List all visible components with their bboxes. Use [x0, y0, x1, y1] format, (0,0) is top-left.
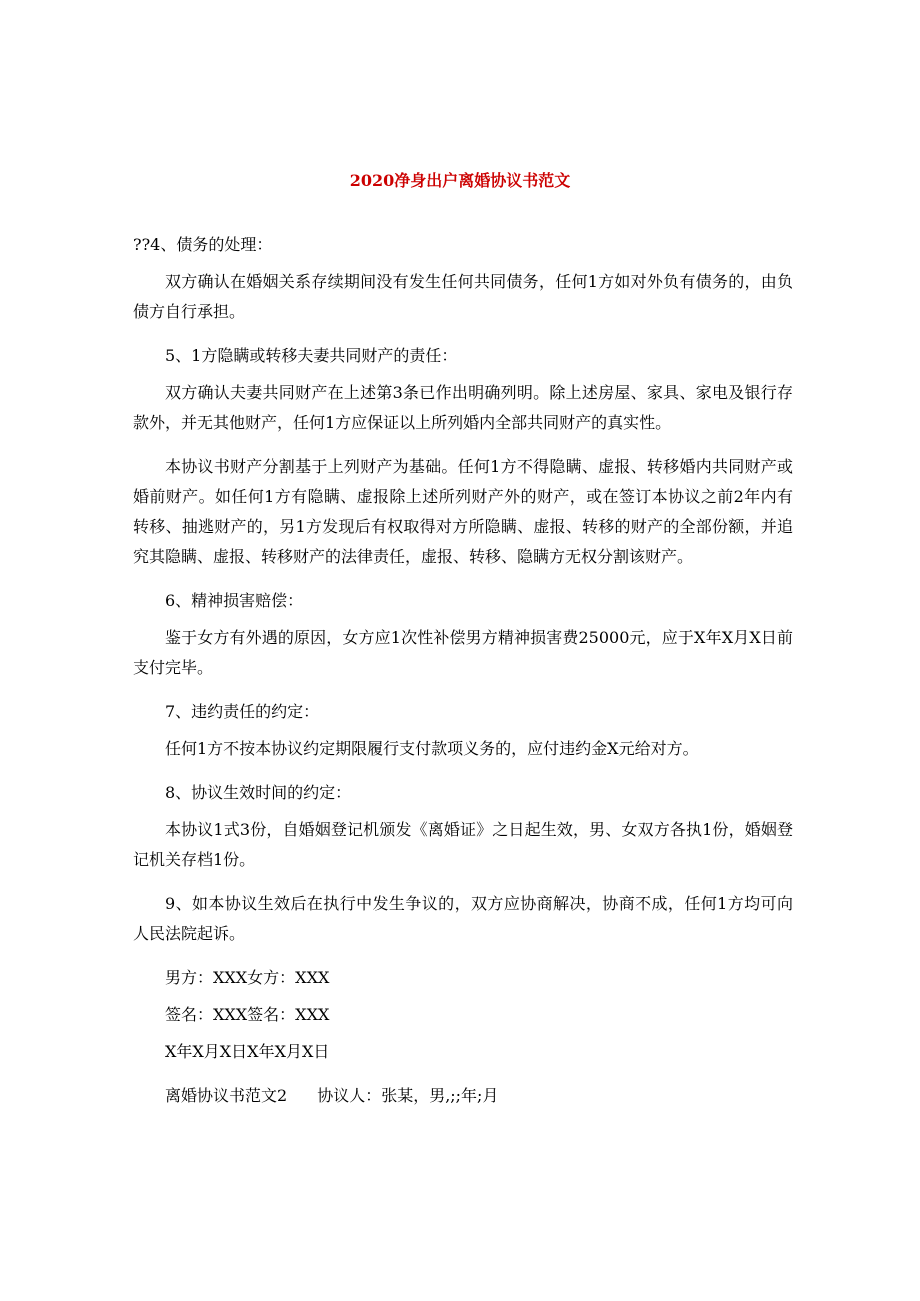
date-line: X年X月X日X年X月X日: [165, 1042, 330, 1061]
paragraph-damages-content: 鉴于女方有外遇的原因，女方应1次性补偿男方精神损害费25000元，应于X年X月X日前支付完毕。: [133, 628, 793, 677]
next-sample-parties: 协议人：张某，男,;;年;月: [317, 1086, 499, 1105]
paragraph-concealment-content-2: 本协议书财产分割基于上列财产为基础。任何1方不得隐瞒、虚报、转移婚内共同财产或婚前财产。如任何1方有隐瞒、虚报除上述所列财产外的财产，或在签订本协议之前2年内有转移、抽逃财产的，另1方发现后有权取得对方所隐瞒、虚报、转移的财产的全部份额，并追究其隐瞒、虚报、转移财产的法律责任，虚报、转移、隐瞒方无权分割该财产。: [133, 457, 793, 566]
paragraph-concealment-heading: 5、1方隐瞒或转移夫妻共同财产的责任：: [165, 346, 458, 365]
paragraph-effective-content: 本协议1式3份，自婚姻登记机颁发《离婚证》之日起生效，男、女双方各执1份，婚姻登记机关存档1份。: [133, 820, 793, 869]
paragraph-debt-heading: ??4、债务的处理：: [133, 235, 273, 254]
signature-line: 签名：XXX签名：XXX: [165, 1005, 330, 1024]
paragraph-effective-heading: 8、协议生效时间的约定：: [165, 783, 352, 802]
paragraph-dispute: 9、如本协议生效后在执行中发生争议的，双方应协商解决，协商不成，任何1方均可向人民法院起诉。: [133, 894, 793, 943]
paragraph-damages-heading: 6、精神损害赔偿：: [165, 591, 304, 610]
paragraph-concealment-content-1: 双方确认夫妻共同财产在上述第3条已作出明确列明。除上述房屋、家具、家电及银行存款外，并无其他财产，任何1方应保证以上所列婚内全部共同财产的真实性。: [133, 383, 793, 432]
paragraph-debt-content: 双方确认在婚姻关系存续期间没有发生任何共同债务，任何1方如对外负有债务的，由负债方自行承担。: [133, 272, 793, 321]
document-body: [133, 230, 793, 1125]
next-sample-title: 离婚协议书范文2: [165, 1086, 288, 1105]
parties-line: 男方：XXX女方：XXX: [165, 968, 330, 987]
paragraph-breach-content: 任何1方不按本协议约定期限履行支付款项义务的，应付违约金X元给对方。: [165, 739, 699, 758]
next-sample-line: [133, 1081, 793, 1111]
paragraph-breach-heading: 7、违约责任的约定：: [165, 702, 320, 721]
document-title: 2020净身出户离婚协议书范文: [349, 171, 571, 190]
